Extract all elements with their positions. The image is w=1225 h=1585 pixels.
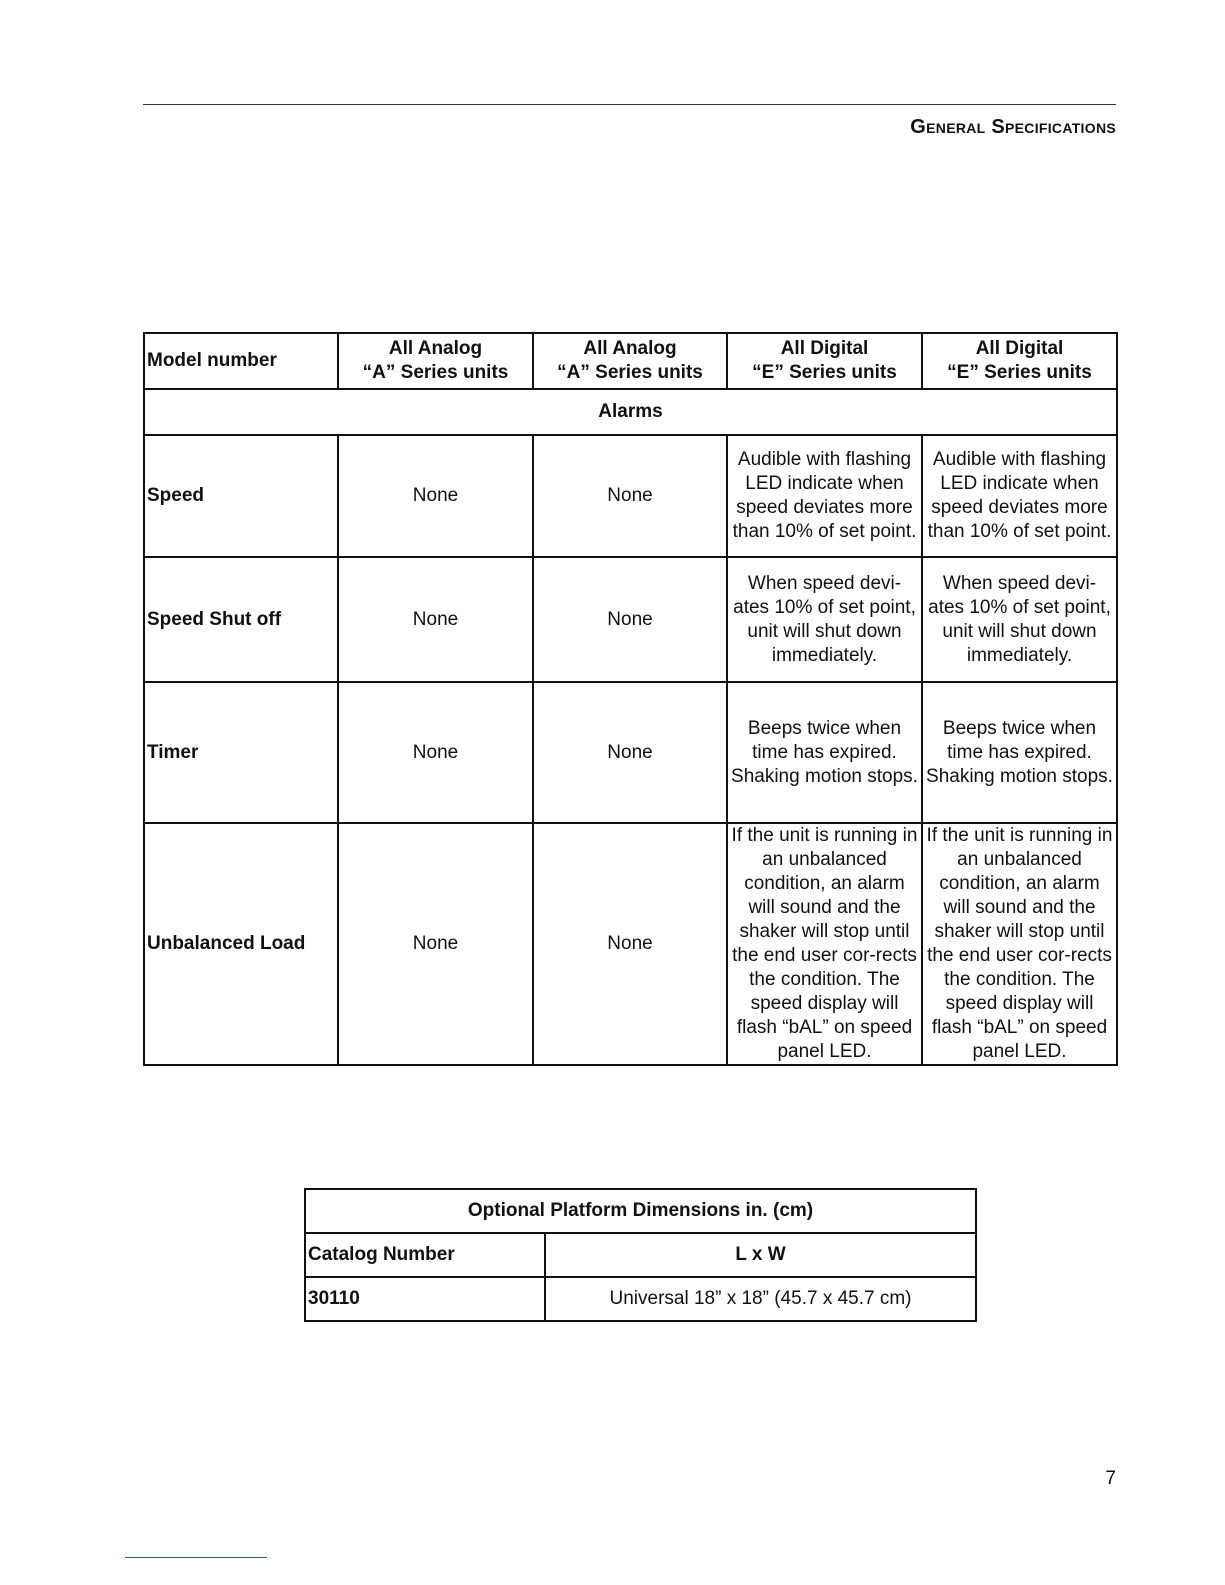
table-cell: None [533, 823, 727, 1065]
dimensions-caption-row [305, 1189, 976, 1233]
table-row [144, 682, 1117, 823]
column-header-model-number: Model number [144, 333, 338, 389]
column-header-analog-2: All Analog “A” Series units [533, 333, 727, 389]
table-cell: Beeps twice when time has expired. Shaking motion stops. [922, 682, 1117, 823]
table-cell: None [338, 823, 533, 1065]
table-cell: None [338, 435, 533, 557]
alarm-specs-table [143, 332, 1118, 1066]
dimensions-caption: Optional Platform Dimensions in. (cm) [305, 1189, 976, 1233]
table-cell: None [338, 682, 533, 823]
table-cell: None [533, 435, 727, 557]
footer-rule [125, 1557, 267, 1558]
dimensions-header-row [305, 1233, 976, 1277]
section-row-alarms [144, 389, 1117, 435]
column-header-digital-1: All Digital “E” Series units [727, 333, 922, 389]
table-cell: None [533, 682, 727, 823]
page-number: 7 [1105, 1468, 1116, 1489]
specs-header-row [144, 333, 1117, 389]
table-cell: None [338, 557, 533, 682]
table-cell: When speed devi-ates 10% of set point, unit will shut down immediately. [727, 557, 922, 682]
table-row [144, 557, 1117, 682]
platform-dimensions-table [304, 1188, 977, 1322]
table-cell: Audible with flashing LED indicate when speed deviates more than 10% of set point. [922, 435, 1117, 557]
table-row [305, 1277, 976, 1321]
column-header-catalog-number: Catalog Number [305, 1233, 545, 1277]
table-row [144, 435, 1117, 557]
row-label: Unbalanced Load [144, 823, 338, 1065]
table-cell: Beeps twice when time has expired. Shaking motion stops. [727, 682, 922, 823]
column-header-analog-1: All Analog “A” Series units [338, 333, 533, 389]
header-rule [143, 104, 1116, 105]
section-title: General Specifications [910, 116, 1116, 138]
column-header-digital-2: All Digital “E” Series units [922, 333, 1117, 389]
table-cell: Audible with flashing LED indicate when speed deviates more than 10% of set point. [727, 435, 922, 557]
dimensions-cell: Universal 18” x 18” (45.7 x 45.7 cm) [545, 1277, 976, 1321]
catalog-number-cell: 30110 [305, 1277, 545, 1321]
table-cell: None [533, 557, 727, 682]
row-label: Speed [144, 435, 338, 557]
column-header-lxw: L x W [545, 1233, 976, 1277]
row-label: Speed Shut off [144, 557, 338, 682]
section-label: Alarms [144, 389, 1117, 435]
table-cell: If the unit is running in an unbalanced condition, an alarm will sound and the shaker will stop until the end user cor-rects the condition. The speed display will flash “bAL” on speed panel LED. [727, 823, 922, 1065]
table-cell: When speed devi-ates 10% of set point, unit will shut down immediately. [922, 557, 1117, 682]
table-row [144, 823, 1117, 1065]
row-label: Timer [144, 682, 338, 823]
table-cell: If the unit is running in an unbalanced condition, an alarm will sound and the shaker will stop until the end user cor-rects the condition. The speed display will flash “bAL” on speed panel LED. [922, 823, 1117, 1065]
